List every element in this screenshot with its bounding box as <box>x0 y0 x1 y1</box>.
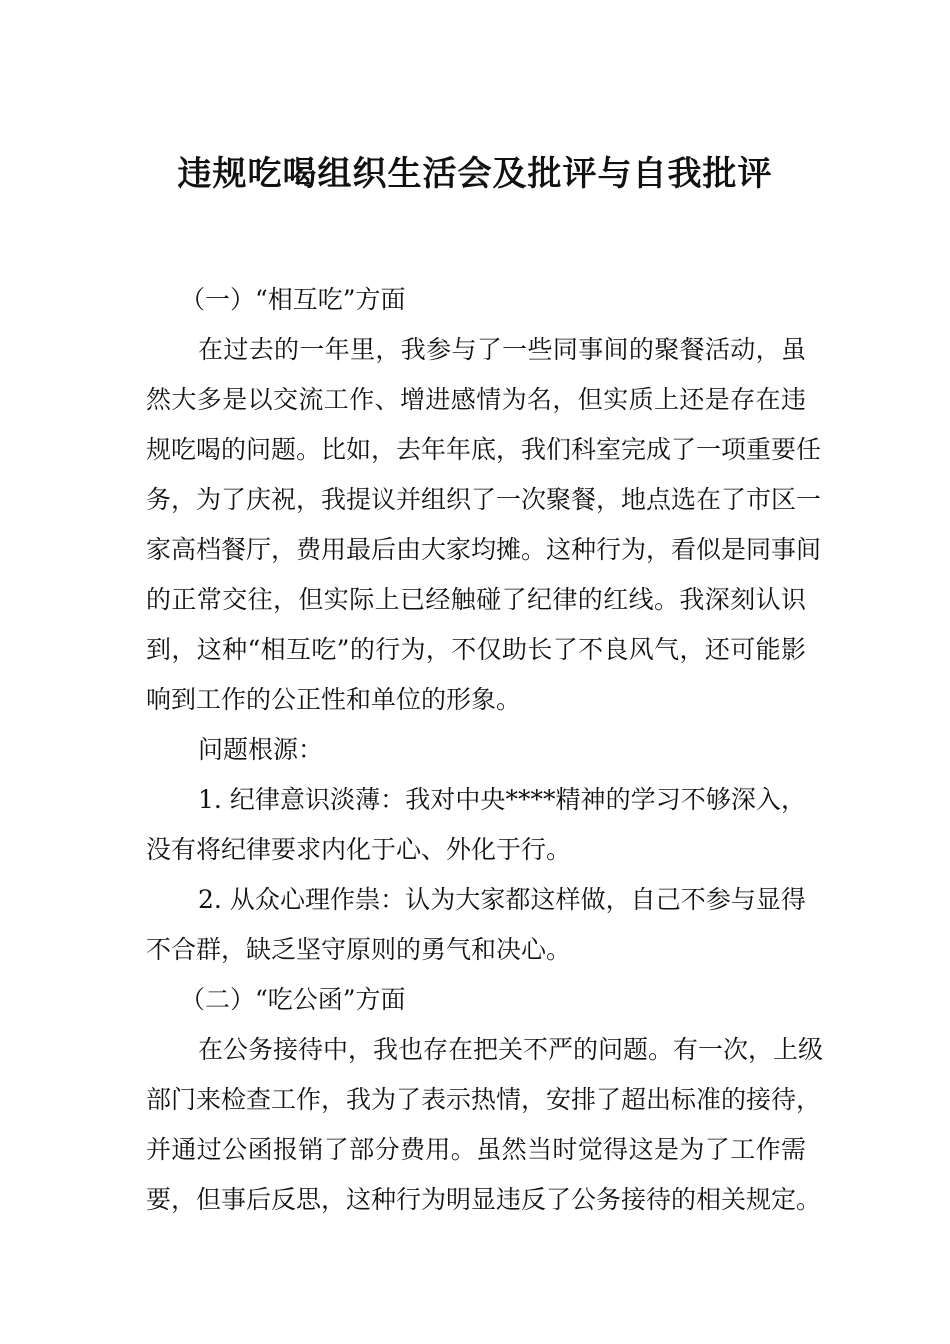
text-line: 的正常交往，但实际上已经触碰了纪律的红线。我深刻认识 <box>146 585 806 614</box>
text-line: 在公务接待中，我也存在把关不严的问题。有一次，上级 <box>198 1035 824 1064</box>
text-line: 家高档餐厅，费用最后由大家均摊。这种行为，看似是同事间 <box>146 535 822 564</box>
text-line: 在过去的一年里，我参与了一些同事间的聚餐活动，虽 <box>198 335 806 364</box>
document-title: 违规吃喝组织生活会及批评与自我批评 <box>177 154 773 194</box>
document-body <box>146 275 824 1225</box>
text-line: 务，为了庆祝，我提议并组织了一次聚餐，地点选在了市区一 <box>146 485 822 514</box>
text-line: 响到工作的公正性和单位的形象。 <box>146 685 522 714</box>
text-line: 1. 纪律意识淡薄：我对中央****精神的学习不够深入， <box>198 785 806 814</box>
text-line: 不合群，缺乏坚守原则的勇气和决心。 <box>146 935 572 964</box>
text-line: 部门来检查工作，我为了表示热情，安排了超出标准的接待， <box>146 1085 822 1114</box>
section-heading: （一）“相互吃”方面 <box>180 285 406 314</box>
text-line: 并通过公函报销了部分费用。虽然当时觉得这是为了工作需 <box>146 1135 806 1164</box>
section-heading: （二）“吃公函”方面 <box>180 985 406 1014</box>
text-line: 2. 从众心理作祟：认为大家都这样做，自己不参与显得 <box>198 885 806 914</box>
text-line: 要，但事后反思，这种行为明显违反了公务接待的相关规定。 <box>146 1185 822 1214</box>
text-line: 然大多是以交流工作、增进感情为名，但实质上还是存在违 <box>146 385 806 414</box>
text-line: 到，这种“相互吃”的行为，不仅助长了不良风气，还可能影 <box>146 635 806 664</box>
text-line: 规吃喝的问题。比如，去年年底，我们科室完成了一项重要任 <box>146 435 822 464</box>
text-line: 没有将纪律要求内化于心、外化于行。 <box>146 835 572 864</box>
text-line: 问题根源： <box>198 735 324 764</box>
